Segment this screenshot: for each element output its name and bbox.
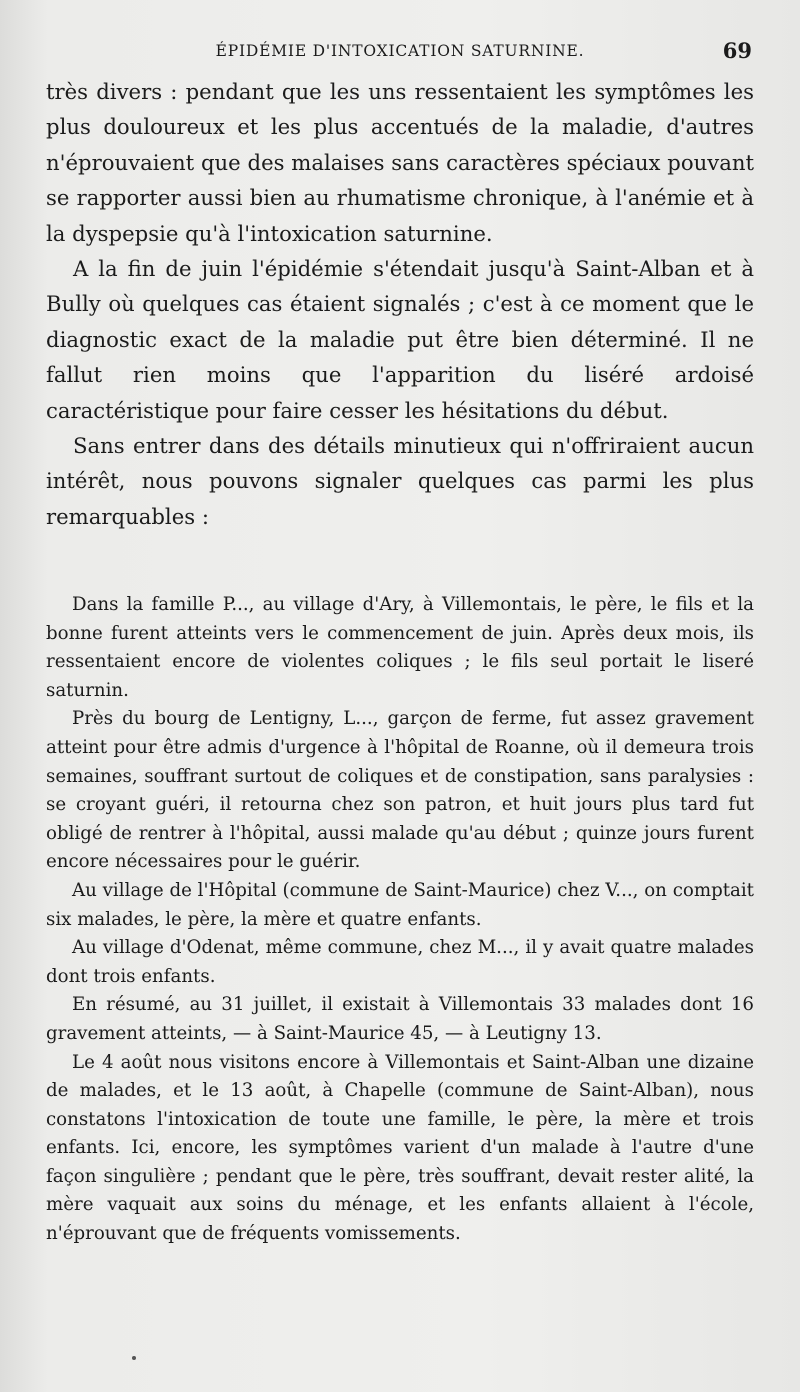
- page-header: [48, 36, 752, 66]
- page-number: 69: [722, 38, 752, 63]
- paragraph: très divers : pendant que les uns ressentaient les symptômes les plus douloureux et les plus accentués de la maladie, d'autres n'éprouvaient que des malaises sans caractères spéciaux pouvant se rapporter aussi bien au rhumatisme chronique, à l'anémie et à la dyspepsie qu'à l'intoxication saturnine.: [46, 79, 754, 246]
- case-paragraph: En résumé, au 31 juillet, il existait à Villemontais 33 malades dont 16 gravement atteints, — à Saint-Maurice 45, — à Leutigny 13.: [46, 994, 754, 1044]
- paragraph: A la fin de juin l'épidémie s'étendait jusqu'à Saint-Alban et à Bully où quelques cas étaient signalés ; c'est à ce moment que le diagnostic exact de la maladie put être bien déterminé. Il ne fallut rien moins que l'apparition du liséré ardoisé caractéristique pour faire cesser les hésitations du début.: [46, 256, 754, 423]
- case-reports: [46, 591, 754, 1249]
- case-paragraph: Le 4 août nous visitons encore à Villemontais et Saint-Alban une dizaine de malades, et le 13 août, à Chapelle (commune de Saint-Alban), nous constatons l'intoxication de toute une famille, le père, la mère et trois enfants. Ici, encore, les symptômes varient d'un malade à l'autre d'une façon singulière ; pendant que le père, très souffrant, devait rester alité, la mère vaquait aux soins du ménage, et les enfants allaient à l'école, n'éprouvant que de fréquents vomissements.: [46, 1051, 754, 1245]
- paragraph: Sans entrer dans des détails minutieux qui n'offriraient aucun intérêt, nous pouvons signaler quelques cas parmi les plus remarquables :: [46, 433, 754, 529]
- running-title: ÉPIDÉMIE D'INTOXICATION SATURNINE.: [215, 42, 585, 60]
- main-text: [46, 74, 754, 534]
- ink-speck: [132, 1356, 136, 1360]
- case-paragraph: Dans la famille P..., au village d'Ary, à Villemontais, le père, le fils et la bonne furent atteints vers le commencement de juin. Après deux mois, ils ressentaient encore de violentes coliques ; le fils seul portait le liseré saturnin.: [46, 594, 754, 701]
- case-paragraph: Au village d'Odenat, même commune, chez M..., il y avait quatre malades dont trois enfants.: [46, 937, 754, 987]
- case-paragraph: Près du bourg de Lentigny, L..., garçon de ferme, fut assez gravement atteint pour être admis d'urgence à l'hôpital de Roanne, où il demeura trois semaines, souffrant surtout de coliques et de constipation, sans paralysies : se croyant guéri, il retourna chez son patron, et huit jours plus tard fut obligé de rentrer à l'hôpital, aussi malade qu'au début ; quinze jours furent encore nécessaires pour le guérir.: [46, 708, 754, 873]
- case-paragraph: Au village de l'Hôpital (commune de Saint-Maurice) chez V..., on comptait six malades, le père, la mère et quatre enfants.: [46, 879, 754, 930]
